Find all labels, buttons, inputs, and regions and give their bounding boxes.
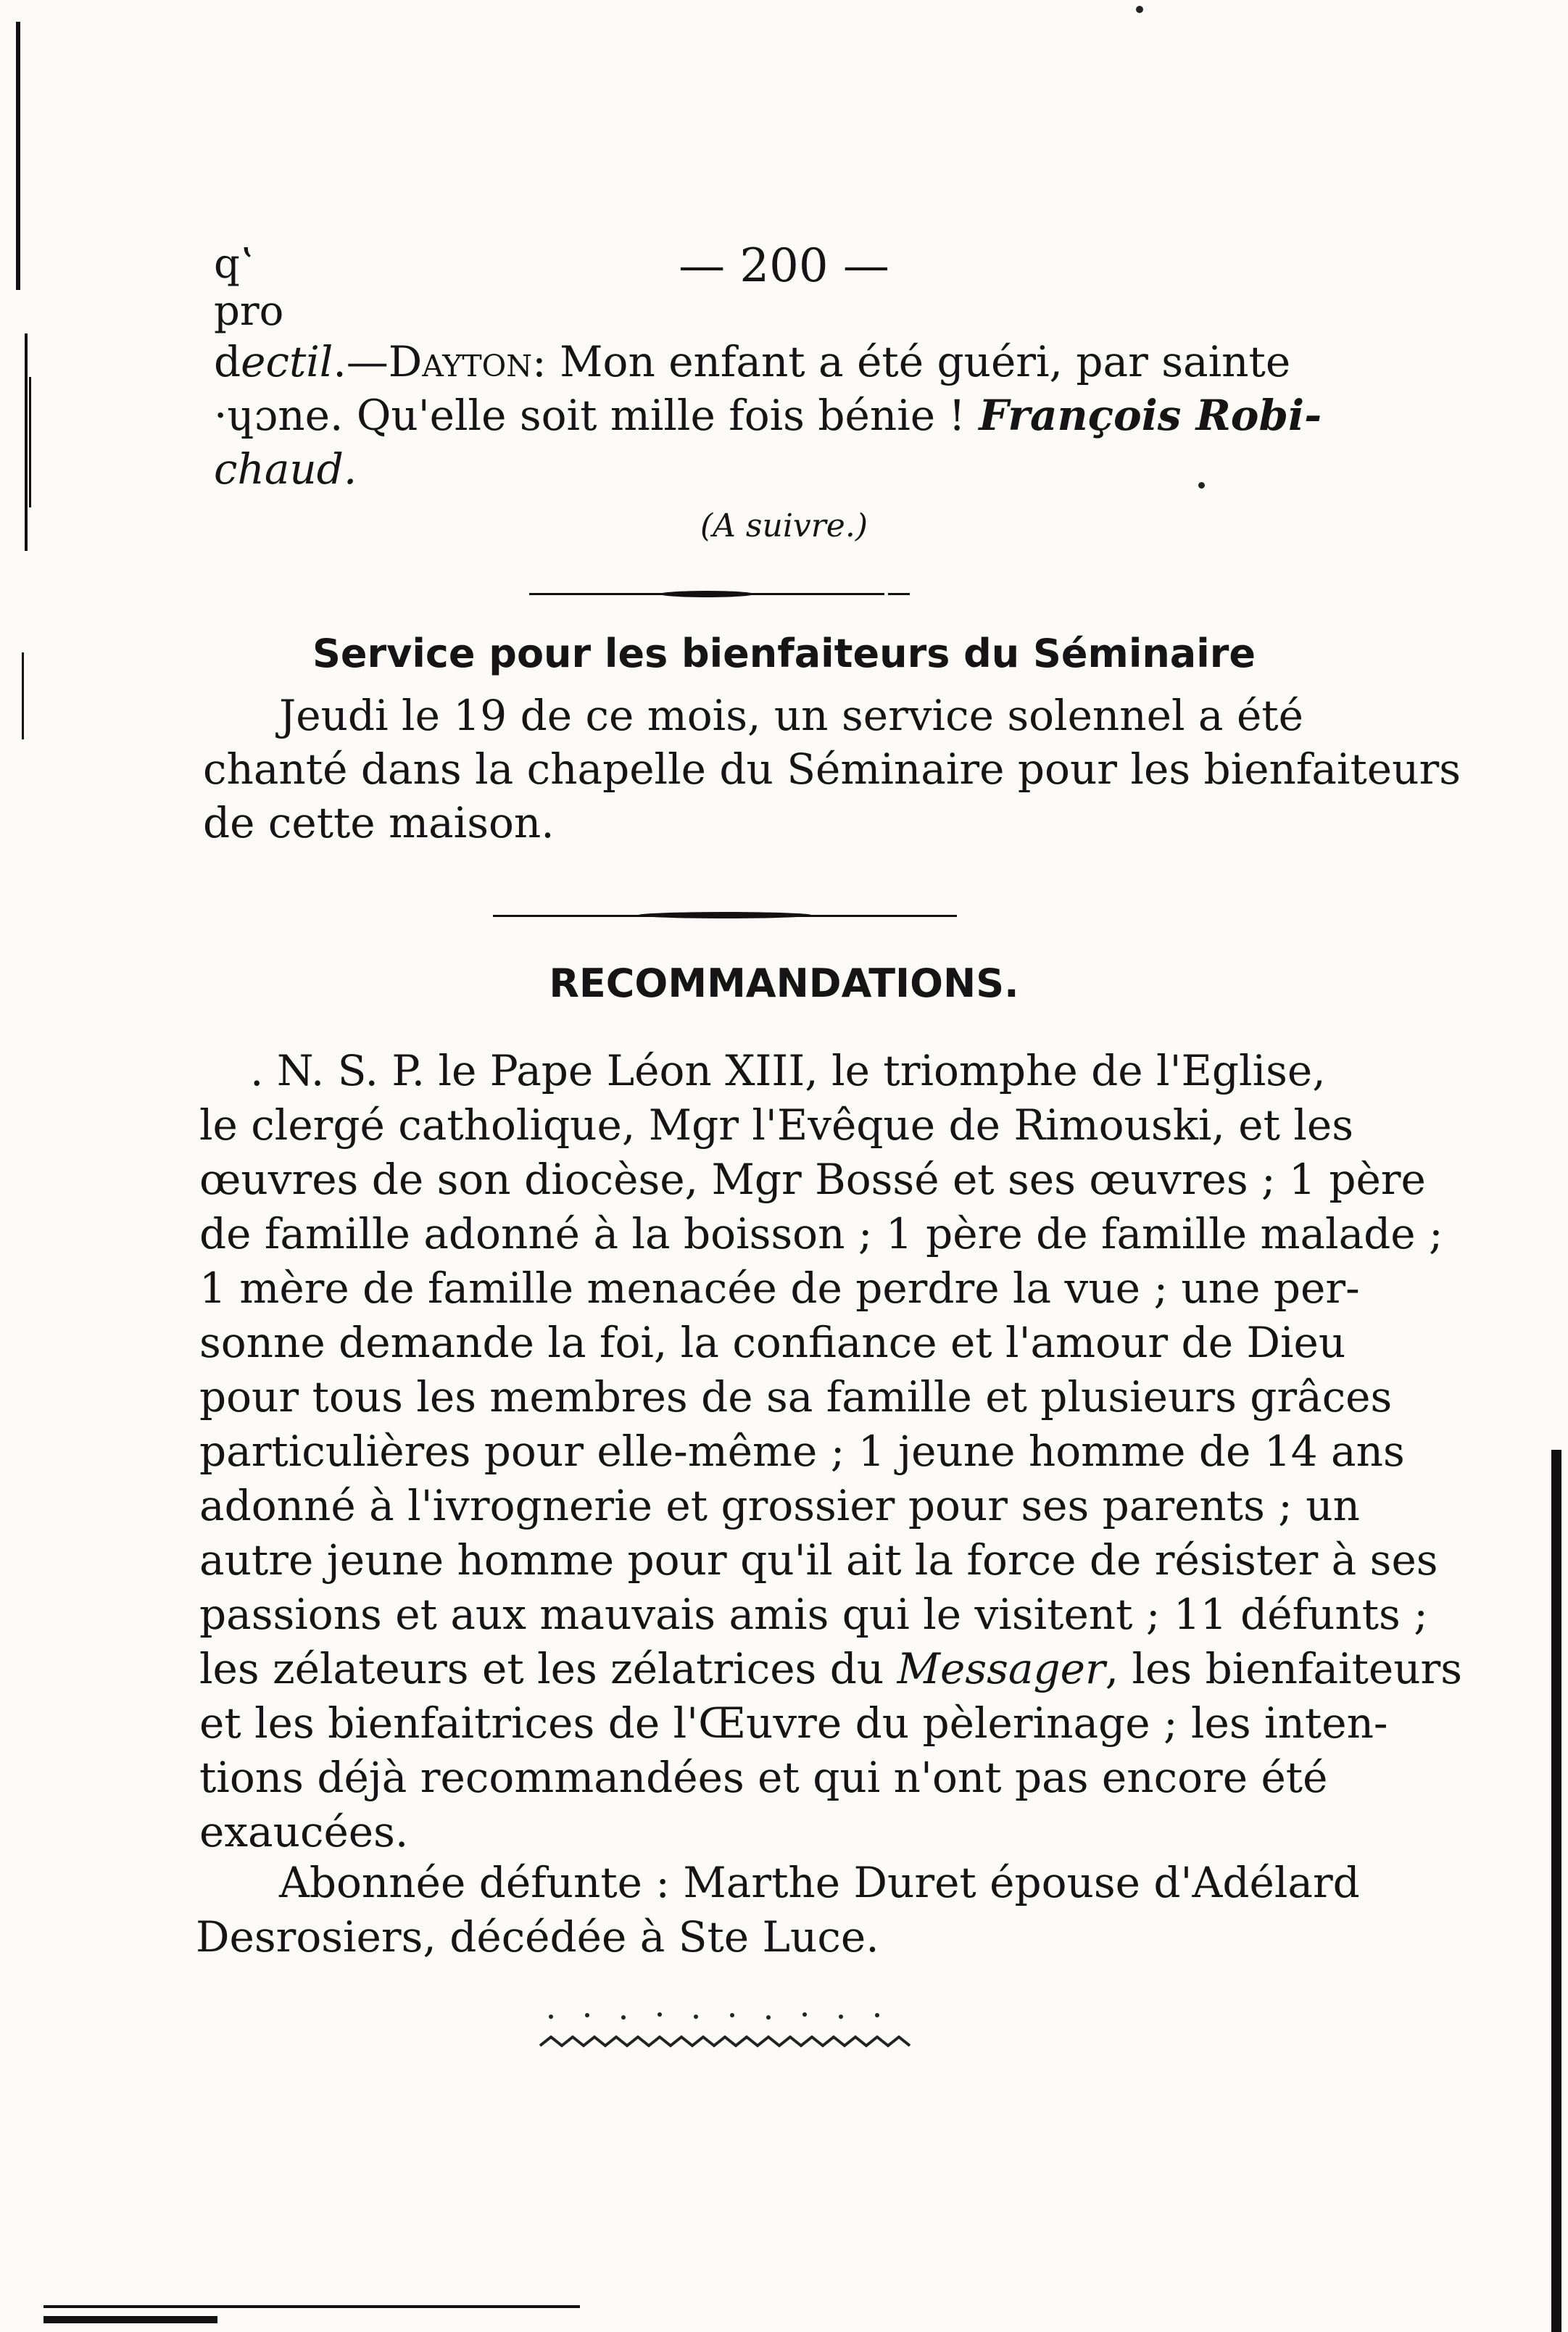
body-line: adonné à l'ivrognerie et grossier pour ses parents ; un [199,1481,1360,1530]
body-line: de famille adonné à la boisson ; 1 père de famille malade ; [199,1209,1443,1258]
body-line: Jeudi le 19 de ce mois, un service solennel a été [279,691,1303,740]
separator-rule [638,912,812,918]
obituary-line: Abonnée défunte : Marthe Duret épouse d'Adélard [279,1858,1360,1907]
body-line: exaucées. [199,1807,409,1856]
body-line: particulières pour elle-même ; 1 jeune homme de 14 ans [199,1427,1405,1476]
margin-fragment: pro [214,288,284,335]
separator-rule [660,591,754,597]
separator-rule [888,593,910,595]
body-line: de cette maison. [203,798,555,847]
body-line: et les bienfaitrices de l'Œuvre du pèlerinage ; les inten- [199,1698,1388,1748]
section-heading: RECOMMANDATIONS. [549,960,1019,1006]
bottom-edge-line [43,2305,580,2308]
obituary-line: Desrosiers, décédée à Ste Luce. [196,1912,879,1962]
body-line: œuvres de son diocèse, Mgr Bossé et ses œuvres ; 1 père [199,1155,1426,1204]
body-line: autre jeune homme pour qu'il ait la force de résister à ses [199,1535,1438,1585]
continuation-note: (A suivre.) [700,507,868,544]
ink-speck [1136,6,1143,13]
body-line: 1 mère de famille menacée de perdre la vue ; une per- [199,1263,1360,1313]
body-line: sonne demande la foi, la confiance et l'amour de Dieu [199,1318,1346,1367]
body-line: les zélateurs et les zélatrices du Messager, les bienfaiteurs [199,1644,1463,1693]
right-edge-line [1551,1450,1561,2332]
decorative-flourish [536,2008,913,2059]
body-line: chanté dans la chapelle du Séminaire pour les bienfaiteurs [203,744,1461,794]
testimony-line: dectil.—Dayton: Mon enfant a été guéri, par sainte [214,337,1291,386]
section-heading: Service pour les bienfaiteurs du Séminaire [312,631,1256,676]
body-line: passions et aux mauvais amis qui le visitent ; 11 défunts ; [199,1590,1428,1639]
testimony-line: chaud. [214,444,357,494]
testimony-line: ·ɥɔne. Qu'elle soit mille fois bénie ! François Robi- [214,391,1322,440]
body-line: . N. S. P. le Pape Léon XIII, le triomphe de l'Eglise, [250,1046,1326,1095]
binding-edge-line [29,377,31,507]
bottom-edge-line [43,2316,217,2323]
ink-speck [1198,482,1205,489]
body-line: tions déjà recommandées et qui n'ont pas encore été [199,1753,1328,1802]
page-number: — 200 — [679,239,889,293]
body-line: le clergé catholique, Mgr l'Evêque de Rimouski, et les [199,1100,1353,1150]
body-line: pour tous les membres de sa famille et plusieurs grâces [199,1372,1393,1422]
margin-fragment: qʽ [214,241,253,288]
